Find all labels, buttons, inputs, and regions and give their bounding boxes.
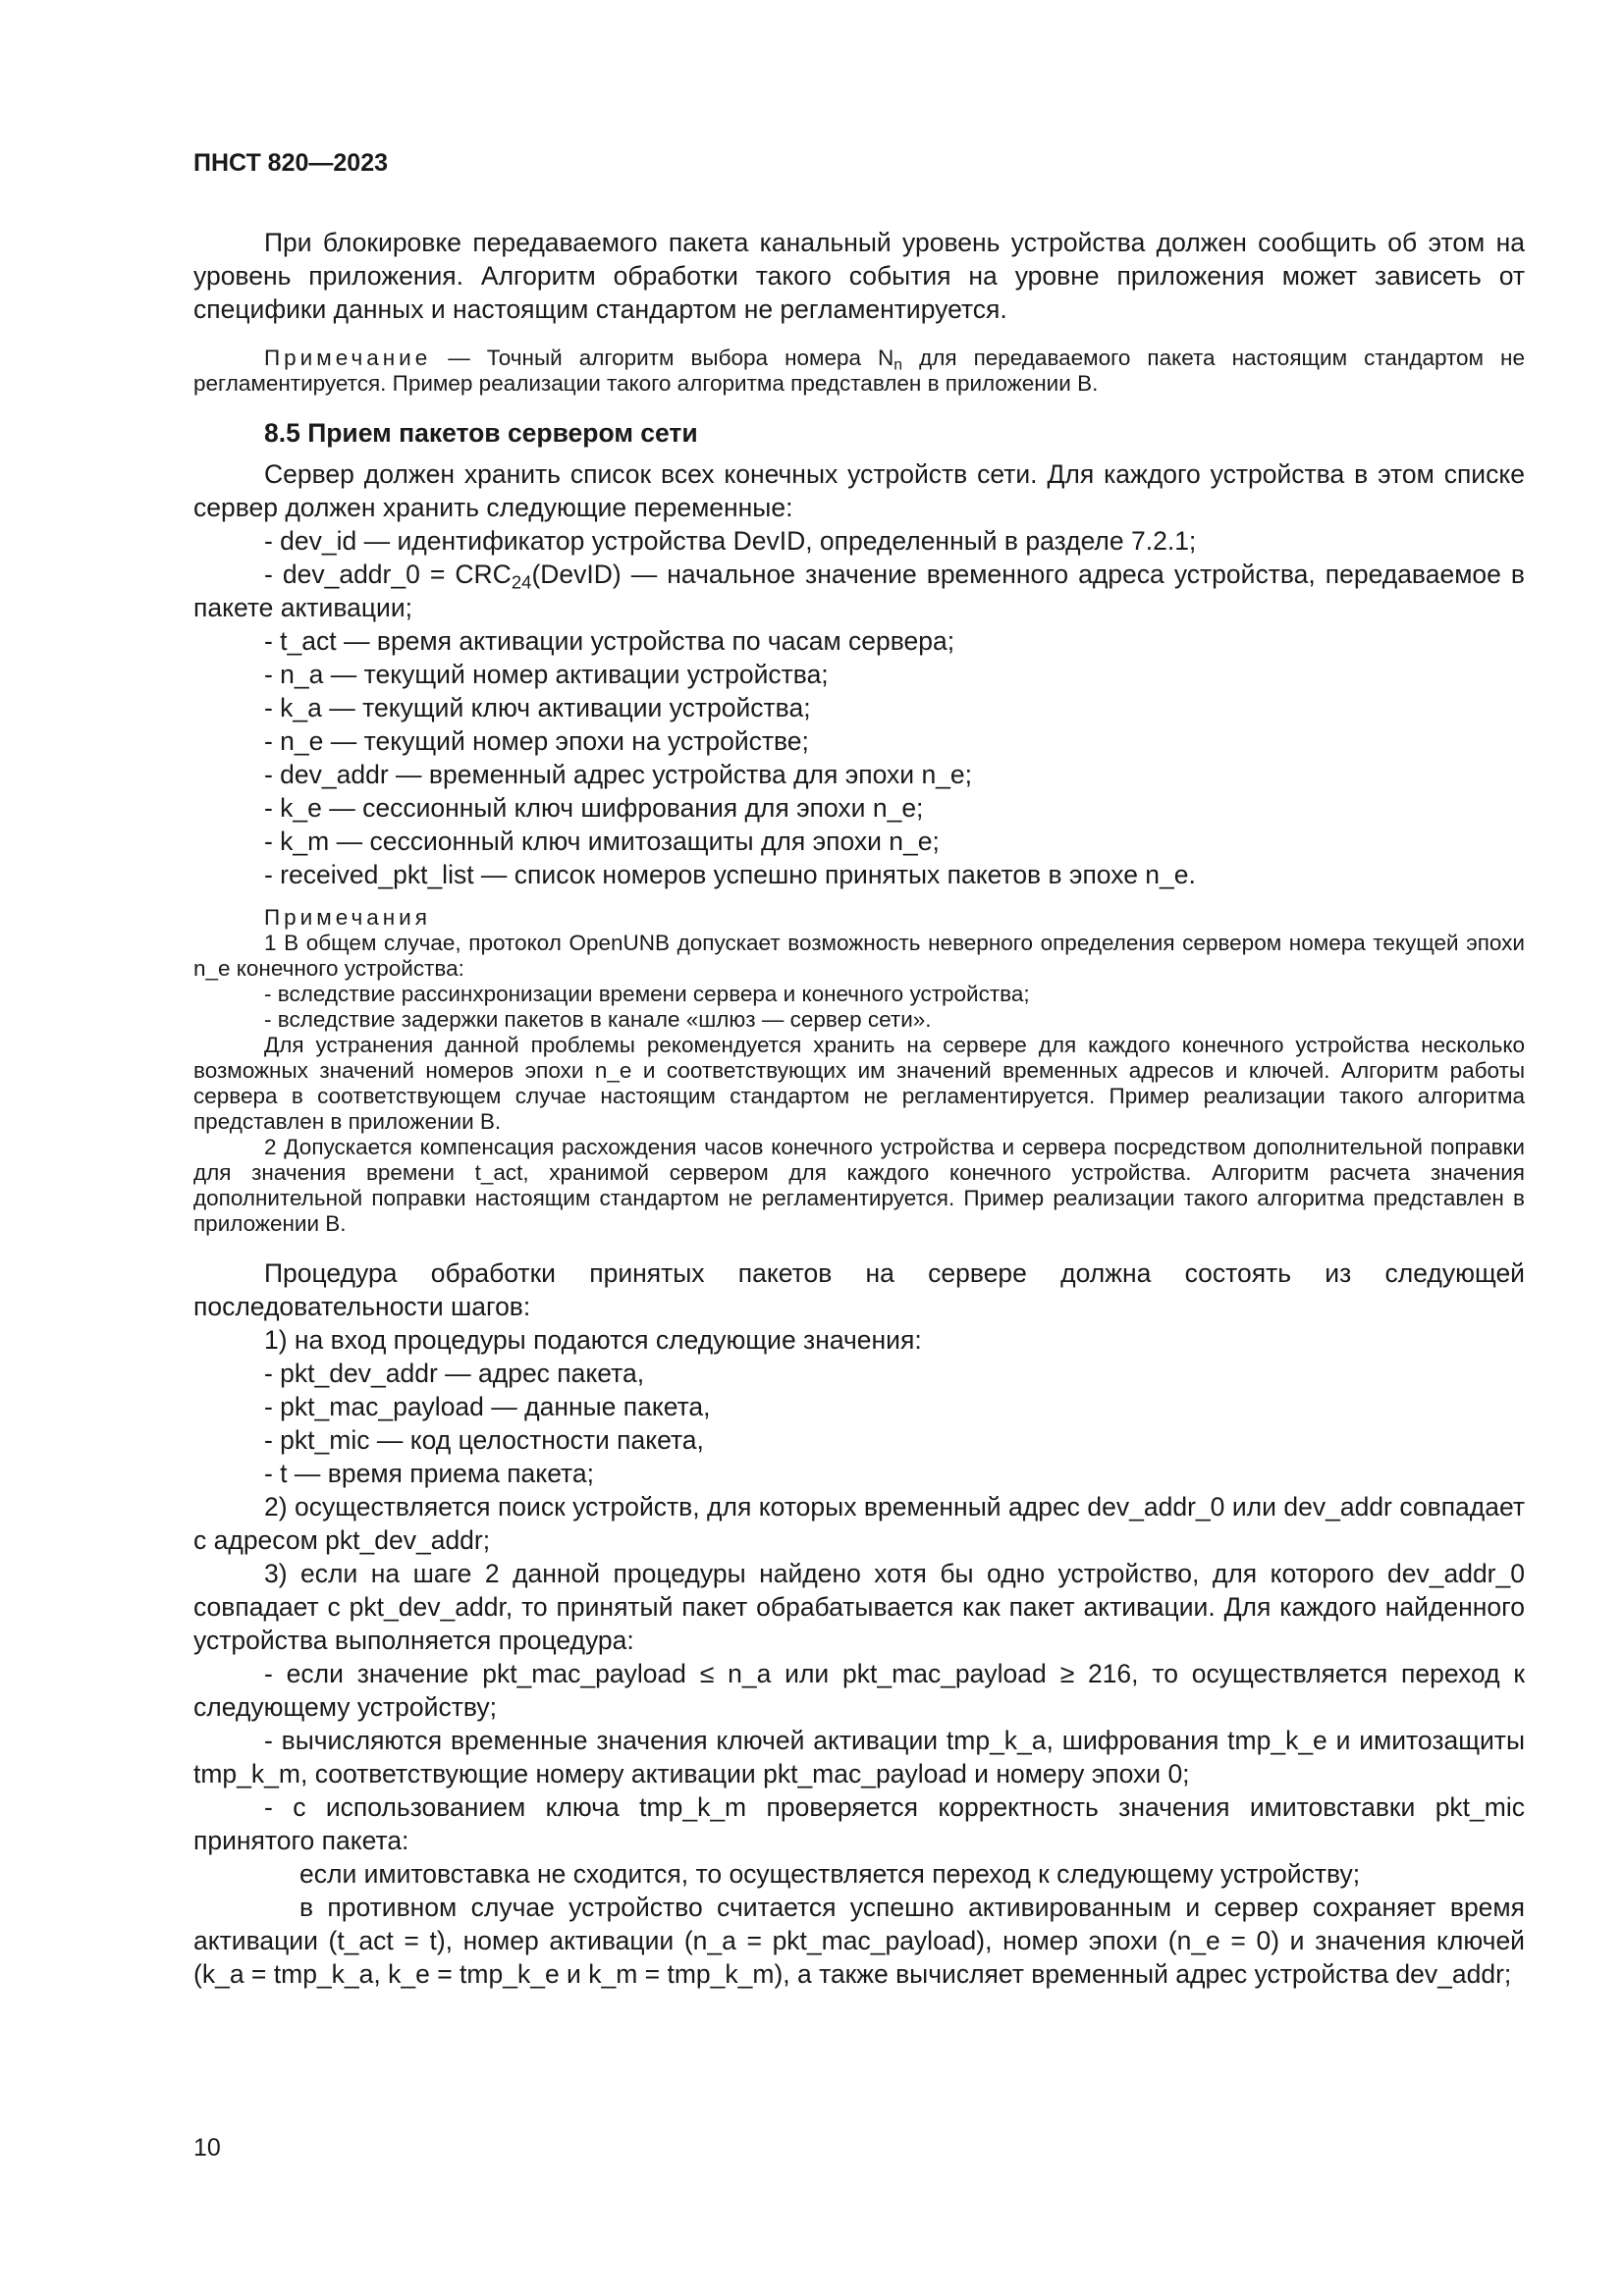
list-item: - n_e — текущий номер эпохи на устройстве; — [264, 726, 809, 756]
step-item: - с использованием ключа tmp_k_m проверяется корректность значения имитовставки pkt_mic принятого пакета: — [193, 1792, 1525, 1855]
paragraph-blocking: При блокировке передаваемого пакета канальный уровень устройства должен сообщить об этом на уровень приложения. Алгоритм обработки такого события на уровне приложения может зависеть от специфики данных и настоящим стандартом не регламентируется. — [193, 228, 1525, 324]
list-item: - dev_addr_0 = $CRC_{24}(DevID)$ — начальное значение временного адреса устройства, передаваемое в пакете активации; — [193, 560, 1525, 622]
list-item: - k_a — текущий ключ активации устройства; — [264, 693, 811, 722]
document-header: ПНСТ 820—2023 — [193, 149, 388, 177]
note-item: 1 В общем случае, протокол OpenUNB допускает возможность неверного определения сервером номера текущей эпохи n_e конечного устройства: — [193, 931, 1525, 981]
document-body — [193, 226, 1525, 1991]
note-item: Для устранения данной проблемы рекомендуется хранить на сервере для каждого конечного устройства несколько возможных значений номеров эпохи n_e и соответствующих им значений временных адресов и ключей. Алгоритм работы сервера в соответствующем случае настоящим стандартом не регламентируется. Пример реализации такого алгоритма представлен в приложении В. — [193, 1033, 1525, 1134]
note-item: 2 Допускается компенсация расхождения часов конечного устройства и сервера посредством дополнительной поправки для значения времени t_act, хранимой сервером для каждого конечного устройства. Алгоритм расчета значения дополнительной поправки настоящим стандартом не регламентируется. Пример реализации такого алгоритма представлен в приложении В. — [193, 1135, 1525, 1236]
sub-step-item: если имитовставка не сходится, то осуществляется переход к следующему устройству; — [299, 1859, 1361, 1889]
step-item: - pkt_mic — код целостности пакета, — [264, 1425, 704, 1455]
step-item: - вычисляются временные значения ключей активации tmp_k_a, шифрования tmp_k_e и имитозащиты tmp_k_m, соответствующие номеру активации pkt_mac_payload и номеру эпохи 0; — [193, 1726, 1525, 1789]
section-title: 8.5 Прием пакетов сервером сети — [264, 418, 698, 448]
step-item: - t — время приема пакета; — [264, 1459, 594, 1488]
notes-label: Примечания — [264, 905, 431, 930]
list-item: - n_a — текущий номер активации устройства; — [264, 660, 829, 689]
list-item: - k_m — сессионный ключ имитозащиты для эпохи n_e; — [264, 827, 940, 856]
step-item: 2) осуществляется поиск устройств, для которых временный адрес dev_addr_0 или dev_addr совпадает с адресом pkt_dev_addr; — [193, 1492, 1525, 1555]
list-item: - k_e — сессионный ключ шифрования для эпохи n_e; — [264, 793, 924, 823]
note-item: - вследствие задержки пакетов в канале «шлюз — сервер сети». — [264, 1007, 932, 1032]
note-label: Примечание — [264, 346, 432, 370]
step-item: 1) на вход процедуры подаются следующие значения: — [264, 1325, 922, 1355]
list-item: - t_act — время активации устройства по часам сервера; — [264, 626, 955, 656]
step-item: - pkt_dev_addr — адрес пакета, — [264, 1359, 645, 1388]
paragraph-server-list: Сервер должен хранить список всех конечных устройств сети. Для каждого устройства в этом списке сервер должен хранить следующие переменные: — [193, 459, 1525, 522]
sub-step-item: в противном случае устройство считается успешно активированным и сервер сохраняет время активации (t_act = t), номер активации (n_a = pkt_mac_payload), номер эпохи (n_e = 0) и значения ключей (k_a = tmp_k_a, k_e = tmp_k_e и k_m = tmp_k_m), а также вычисляет временный адрес устройства dev_addr; — [193, 1893, 1525, 1989]
step-item: 3) если на шаге 2 данной процедуры найдено хотя бы одно устройство, для которого dev_addr_0 совпадает с pkt_dev_addr, то принятый пакет обрабатывается как пакет активации. Для каждого найденного устройства выполняется процедура: — [193, 1559, 1525, 1655]
list-item: - received_pkt_list — список номеров успешно принятых пакетов в эпохе n_e. — [264, 860, 1196, 889]
note-item: - вследствие рассинхронизации времени сервера и конечного устройства; — [264, 982, 1030, 1006]
note-algorithm: Примечание — Точный алгоритм выбора номера $N_n$ для передаваемого пакета настоящим стандартом не регламентируется. Пример реализации такого алгоритма представлен в приложении В. — [193, 346, 1525, 396]
step-item: - pkt_mac_payload — данные пакета, — [264, 1392, 711, 1421]
step-item: - если значение pkt_mac_payload ≤ n_a или pkt_mac_payload ≥ 216, то осуществляется переход к следующему устройству; — [193, 1659, 1525, 1722]
list-item: - dev_addr — временный адрес устройства для эпохи n_e; — [264, 760, 973, 789]
page-number: 10 — [193, 2134, 221, 2162]
list-item: - dev_id — идентификатор устройства DevID, определенный в разделе 7.2.1; — [264, 526, 1197, 556]
paragraph-procedure: Процедура обработки принятых пакетов на сервере должна состоять из следующей последовательности шагов: — [193, 1258, 1525, 1321]
